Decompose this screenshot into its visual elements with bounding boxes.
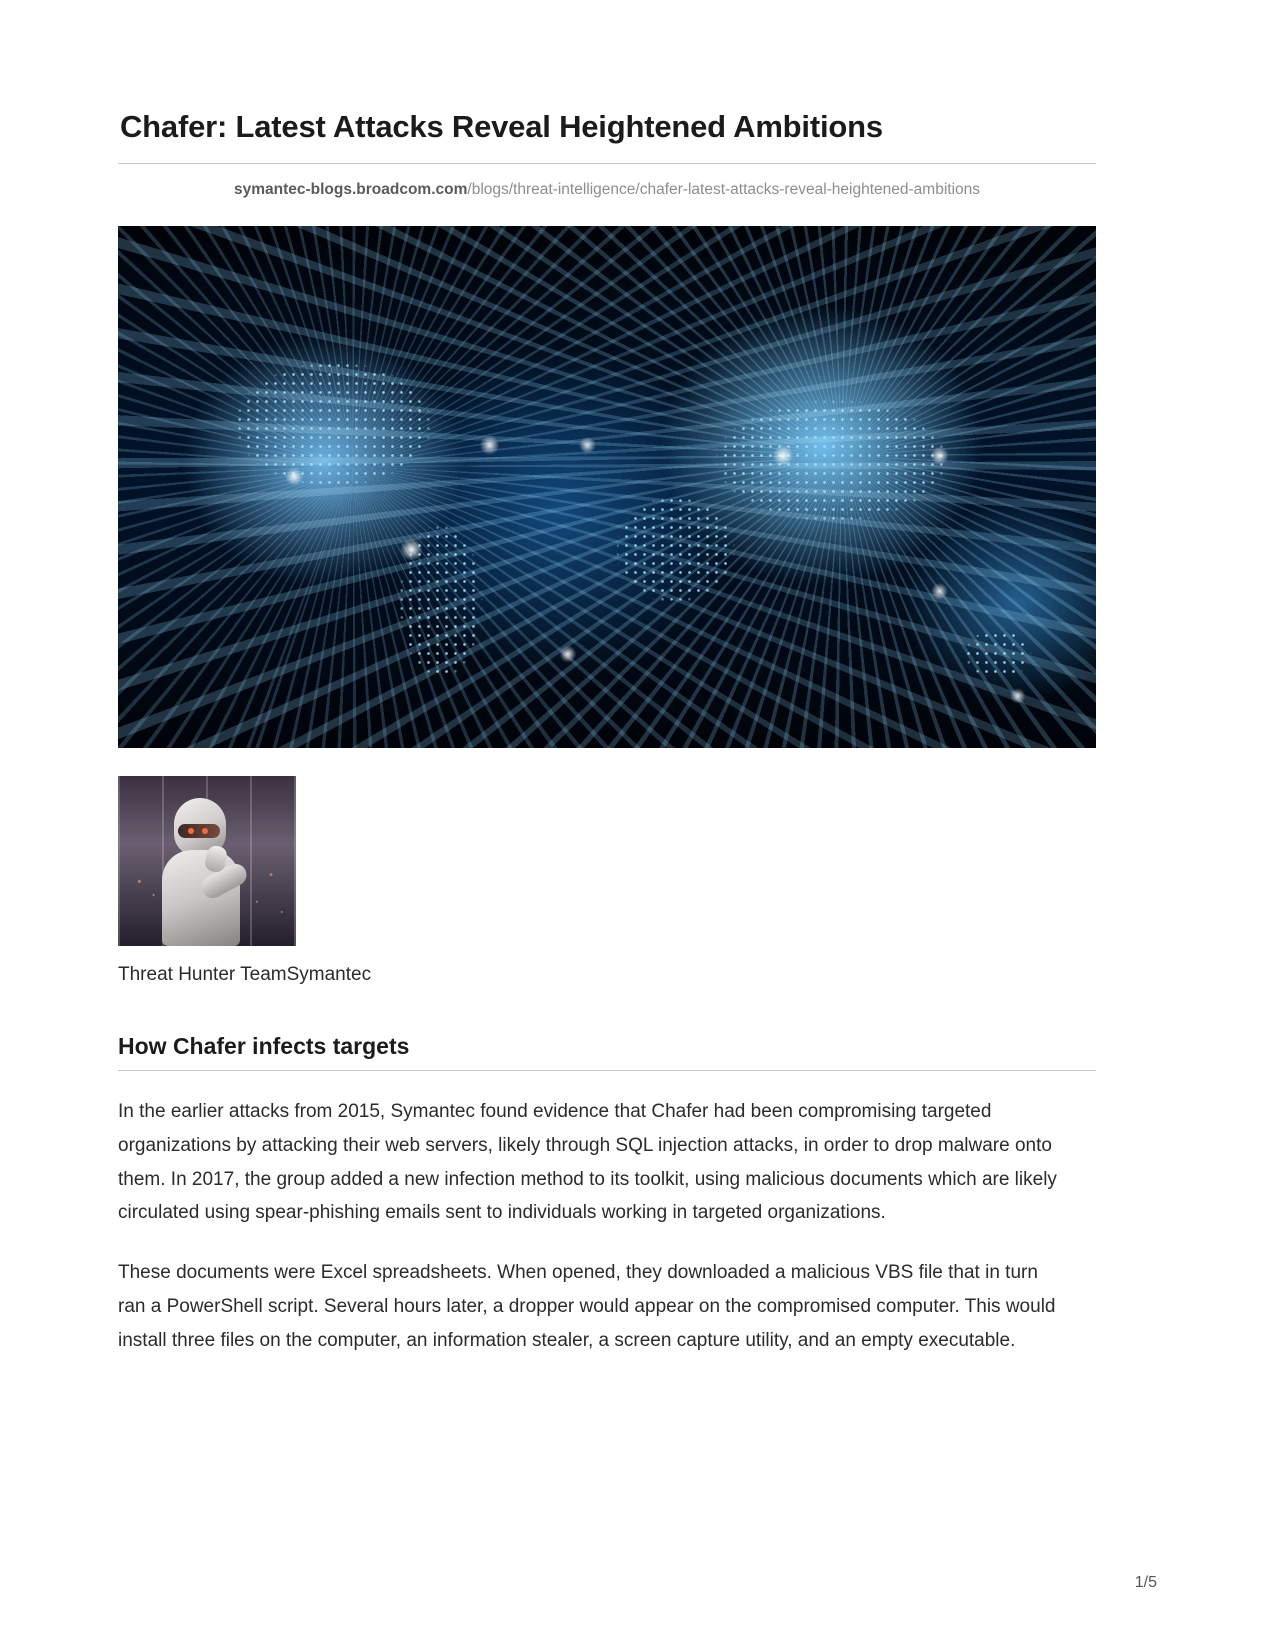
hero-image: [118, 226, 1096, 748]
author-thumbnail: [118, 776, 296, 946]
robot-figure: [148, 798, 260, 946]
source-path: /blogs/threat-intelligence/chafer-latest-attacks-reveal-heightened-ambitions: [467, 181, 981, 199]
author-block: [118, 776, 1095, 989]
section-heading: How Chafer infects targets: [118, 1032, 410, 1059]
section-divider: [118, 1070, 1096, 1071]
body-paragraph: These documents were Excel spreadsheets. When opened, they downloaded a malicious VBS file that in turn ran a PowerShell script. Several hours later, a dropper would appear on the compromised computer. This would install three files on the computer, an information stealer, a screen capture utility, and an empty executable.: [118, 1262, 1056, 1351]
robot-body: [162, 850, 240, 946]
author-caption: Threat Hunter TeamSymantec: [118, 964, 372, 986]
source-url: [118, 180, 1096, 200]
body-paragraph: In the earlier attacks from 2015, Symantec found evidence that Chafer had been compromising targeted organizations by attacking their web servers, likely through SQL injection attacks, in order to drop malware onto them. In 2017, the group added a new infection method to its toolkit, using malicious documents which are likely circulated using spear-phishing emails sent to individuals working in targeted organizations.: [118, 1100, 1057, 1224]
page-number: 1/5: [1134, 1574, 1157, 1591]
source-domain: symantec-blogs.broadcom.com: [233, 181, 468, 199]
robot-visor: [178, 824, 220, 838]
title-divider: [118, 163, 1096, 164]
page-title: Chafer: Latest Attacks Reveal Heightened Ambitions: [120, 109, 883, 144]
map-hotspot-highlights: [118, 226, 1096, 748]
